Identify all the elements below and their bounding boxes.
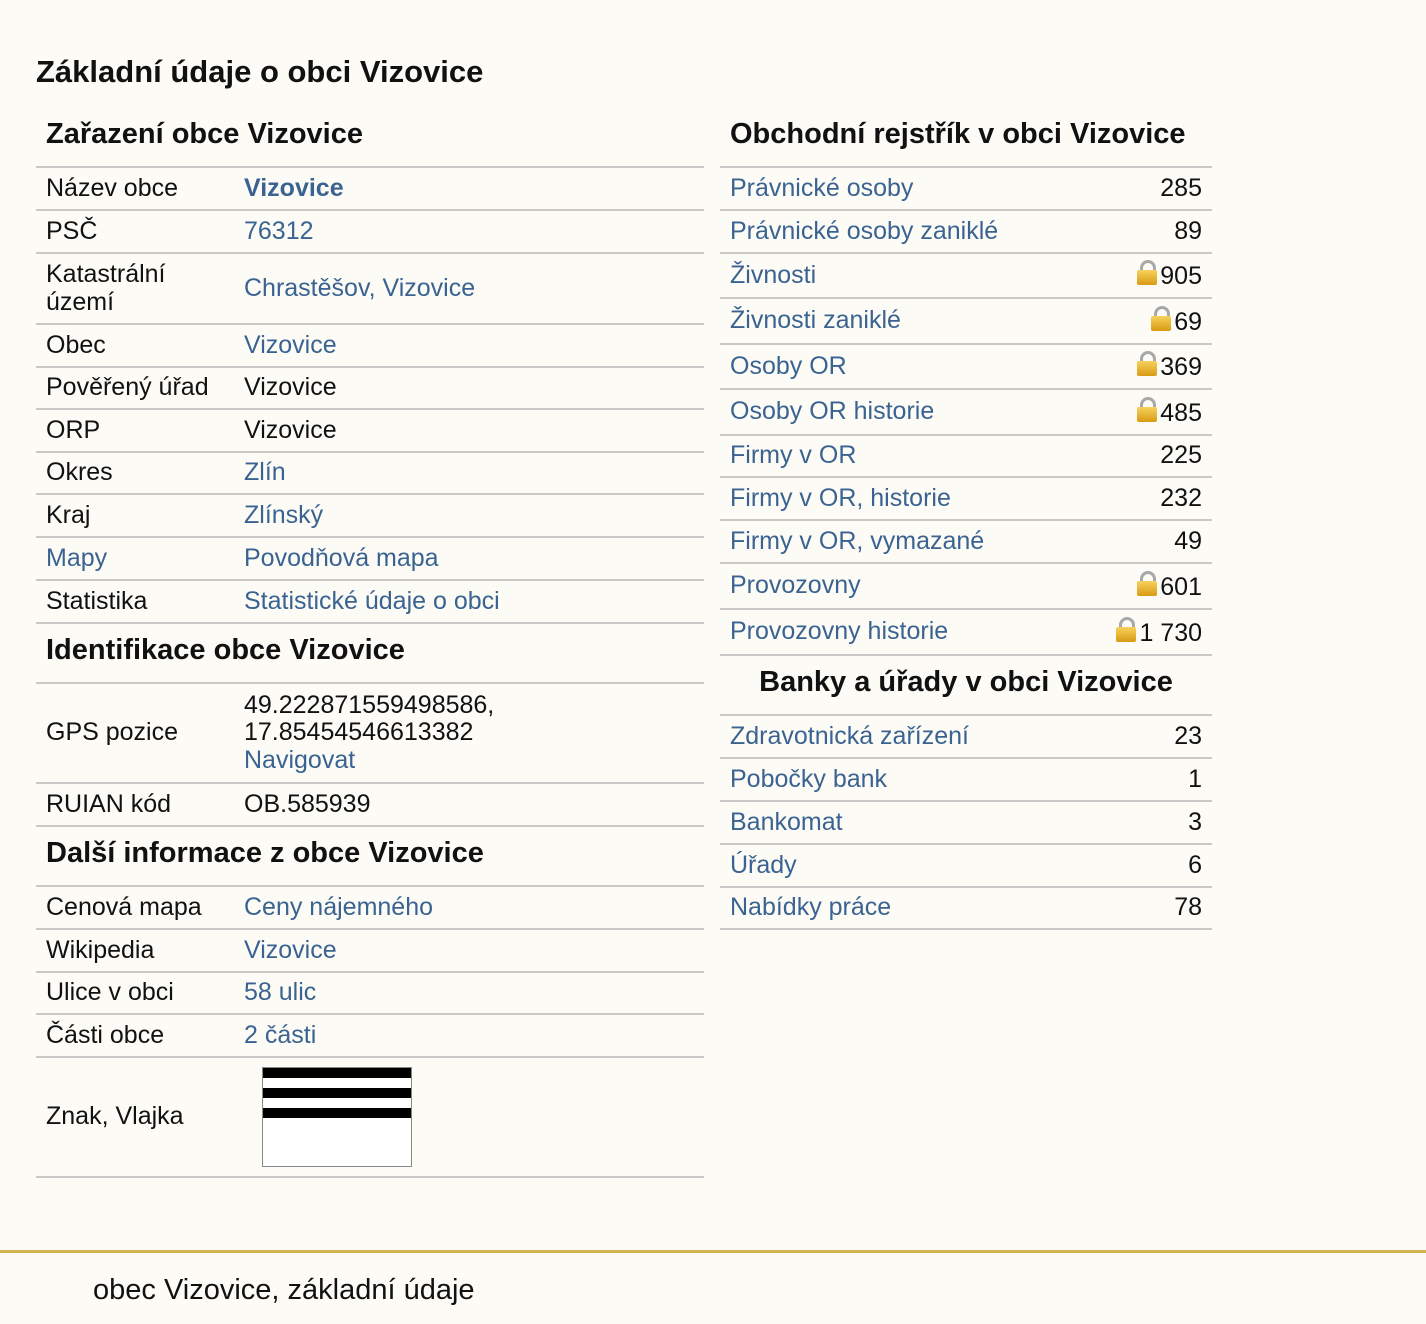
table-row (36, 783, 704, 826)
table-row (36, 1014, 704, 1057)
provozovny-link[interactable]: Provozovny (730, 571, 861, 600)
firmy-or-historie-link[interactable]: Firmy v OR, historie (730, 483, 951, 512)
firmy-or-vymazane-link[interactable]: Firmy v OR, vymazané (730, 526, 985, 555)
table-row (720, 758, 1212, 801)
row-key: Cenová mapa (36, 887, 234, 929)
row-key: Znak, Vlajka (36, 1057, 234, 1177)
mapy-link[interactable]: Mapy (46, 543, 108, 572)
table-row (720, 609, 1212, 655)
row-key: Okres (36, 452, 234, 494)
table-row (36, 887, 704, 929)
table-row (36, 684, 704, 783)
lock-icon (1137, 260, 1157, 286)
count: 369 (1160, 353, 1202, 382)
count: 3 (1135, 801, 1212, 844)
count: 78 (1135, 887, 1212, 929)
table-row (36, 929, 704, 972)
lock-icon (1116, 617, 1136, 643)
provozovny-historie-link[interactable]: Provozovny historie (730, 617, 949, 646)
identifikace-table (36, 684, 704, 827)
table-row (720, 716, 1212, 758)
banky-table (720, 716, 1212, 930)
urady-link[interactable]: Úřady (730, 850, 797, 879)
statistika-link[interactable]: Statistické údaje o obci (244, 586, 500, 615)
section-heading-zarazeni: Zařazení obce Vizovice (36, 108, 704, 168)
table-row (720, 389, 1212, 435)
separator: , (368, 273, 383, 302)
psc-link[interactable]: 76312 (244, 216, 314, 245)
left-column (36, 108, 704, 1178)
table-row (36, 537, 704, 580)
ruian-value: OB.585939 (234, 783, 704, 826)
flag-image (262, 1067, 412, 1167)
count: 6 (1135, 844, 1212, 887)
ceny-najemneho-link[interactable]: Ceny nájemného (244, 892, 434, 921)
nabidky-prace-link[interactable]: Nabídky práce (730, 893, 892, 922)
count: 23 (1135, 716, 1212, 758)
table-row (36, 580, 704, 623)
ulice-link[interactable]: 58 ulic (244, 978, 317, 1007)
table-row (36, 409, 704, 452)
count: 905 (1160, 262, 1202, 291)
count: 1 730 (1139, 618, 1202, 647)
dalsi-table (36, 887, 704, 1178)
bankomat-link[interactable]: Bankomat (730, 807, 843, 836)
zivnosti-link[interactable]: Živnosti (730, 260, 817, 289)
zarazeni-table (36, 168, 704, 624)
table-row (720, 520, 1212, 563)
table-row (36, 494, 704, 537)
footer-text: obec Vizovice, základní údaje (93, 1274, 475, 1306)
table-row (720, 844, 1212, 887)
row-key: PSČ (36, 210, 234, 253)
zivnosti-zanikle-link[interactable]: Živnosti zaniklé (730, 306, 901, 335)
row-key: Statistika (36, 580, 234, 623)
pravnicke-osoby-link[interactable]: Právnické osoby (730, 173, 914, 202)
zdravotnicka-zarizeni-link[interactable]: Zdravotnická zařízení (730, 721, 969, 750)
pobocky-bank-link[interactable]: Pobočky bank (730, 764, 888, 793)
table-row (720, 887, 1212, 929)
okres-link[interactable]: Zlín (244, 458, 286, 487)
count: 285 (1080, 168, 1212, 210)
table-row (720, 210, 1212, 253)
row-key: Wikipedia (36, 929, 234, 972)
row-key: Kraj (36, 494, 234, 537)
table-row (36, 168, 704, 210)
table-row (36, 1057, 704, 1177)
section-heading-obchodni: Obchodní rejstřík v obci Vizovice (720, 108, 1212, 168)
lock-icon (1137, 571, 1157, 597)
table-row (36, 972, 704, 1014)
right-column (720, 108, 1212, 930)
wikipedia-link[interactable]: Vizovice (244, 935, 337, 964)
row-key: ORP (36, 409, 234, 452)
gps-lat: 49.222871559498586, (244, 690, 495, 719)
row-key: GPS pozice (36, 684, 234, 783)
obchodni-table (720, 168, 1212, 656)
row-key: Katastrální území (36, 253, 234, 324)
row-key: RUIAN kód (36, 783, 234, 826)
page-title: Základní údaje o obci Vizovice (36, 54, 484, 89)
katastr-vizovice-link[interactable]: Vizovice (382, 273, 476, 302)
section-heading-dalsi: Další informace z obce Vizovice (36, 827, 704, 887)
table-row (720, 344, 1212, 389)
count: 601 (1160, 572, 1202, 601)
lock-icon (1137, 397, 1157, 423)
table-row (36, 324, 704, 367)
table-row (720, 801, 1212, 844)
katastr-chrastesov-link[interactable]: Chrastěšov (244, 273, 369, 302)
kraj-link[interactable]: Zlínský (244, 500, 324, 529)
osoby-or-historie-link[interactable]: Osoby OR historie (730, 397, 935, 426)
osoby-or-link[interactable]: Osoby OR (730, 351, 847, 380)
row-value: Vizovice (234, 367, 704, 409)
count: 69 (1174, 307, 1202, 336)
navigovat-link[interactable]: Navigovat (244, 745, 356, 774)
table-row (720, 253, 1212, 298)
gps-lon: 17.85454546613382 (244, 718, 474, 747)
row-key: Části obce (36, 1014, 234, 1057)
nazev-obce-link[interactable]: Vizovice (244, 173, 344, 202)
count: 89 (1080, 210, 1212, 253)
count: 485 (1160, 398, 1202, 427)
table-row (720, 563, 1212, 609)
pravnicke-osoby-zanikle-link[interactable]: Právnické osoby zaniklé (730, 216, 999, 245)
section-heading-banky: Banky a úřady v obci Vizovice (720, 656, 1212, 716)
obec-link[interactable]: Vizovice (244, 330, 337, 359)
table-row (36, 210, 704, 253)
table-row (720, 477, 1212, 520)
row-key: Název obce (36, 168, 234, 210)
count: 49 (1080, 520, 1212, 563)
lock-icon (1137, 351, 1157, 377)
row-value: Vizovice (234, 409, 704, 452)
count: 1 (1135, 758, 1212, 801)
table-row (36, 367, 704, 409)
count: 232 (1080, 477, 1212, 520)
firmy-or-link[interactable]: Firmy v OR (730, 441, 857, 470)
section-heading-identifikace: Identifikace obce Vizovice (36, 624, 704, 684)
row-key: Obec (36, 324, 234, 367)
table-row (720, 168, 1212, 210)
casti-obce-link[interactable]: 2 části (244, 1020, 317, 1049)
footer-divider (0, 1250, 1426, 1253)
row-key: Ulice v obci (36, 972, 234, 1014)
table-row (720, 298, 1212, 344)
table-row (36, 452, 704, 494)
table-row (36, 253, 704, 324)
table-row (720, 435, 1212, 477)
povodnova-mapa-link[interactable]: Povodňová mapa (244, 543, 439, 572)
count: 225 (1080, 435, 1212, 477)
lock-icon (1151, 306, 1171, 332)
row-key: Pověřený úřad (36, 367, 234, 409)
